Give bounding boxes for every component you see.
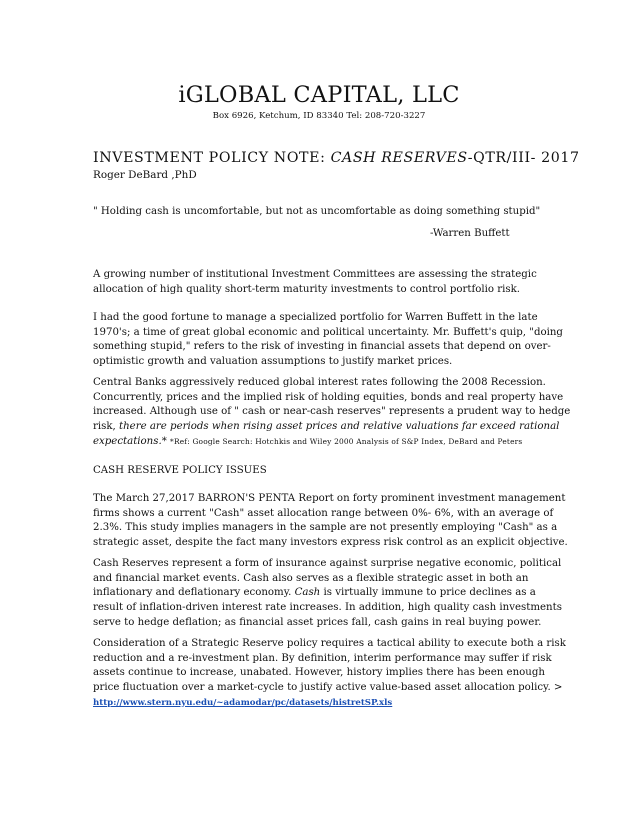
paragraph-line: A growing number of institutional Investment Committees are assessing the strategic: [93, 269, 537, 280]
paragraph-intro: [93, 268, 545, 297]
paragraph-line: assets continue to increase, unabated. However, history implies there has been enough: [93, 667, 545, 679]
paragraph-line: allocation of high quality short-term maturity investments to control portfolio risk.: [93, 283, 521, 295]
paragraph-strategic-reserve: [93, 637, 566, 710]
paragraph-line: Concurrently, prices and the implied risk of holding equities, bonds and real property have: [93, 391, 564, 403]
paragraph-barrons: [93, 492, 568, 551]
paragraph-line: The March 27,2017 BARRON'S PENTA Report on forty prominent investment management: [93, 493, 566, 504]
paragraph-buffett: [93, 311, 563, 370]
paragraph-line: 2.3%. This study implies managers in the sample are not presently employing "Cash" as a: [93, 522, 558, 534]
company-address: Box 6926, Ketchum, ID 83340 Tel: 208-720-3227: [212, 111, 426, 121]
paragraph-line: result of inflation-driven interest rate increases. In addition, high quality cash investments: [93, 602, 562, 614]
paragraph-line: I had the good fortune to manage a specialized portfolio for Warren Buffett in the late: [93, 312, 538, 323]
paragraph-line: price fluctuation over a market-cycle to justify active value-based asset allocation policy. >: [93, 682, 563, 694]
paragraph-line: strategic asset, despite the fact many investors express risk control as an explicit objective.: [93, 537, 568, 549]
section-heading: CASH RESERVE POLICY ISSUES: [93, 465, 267, 476]
paragraph-central-banks: [93, 376, 571, 449]
paragraph-line: something stupid," refers to the risk of investing in financial assets that depend on over-: [93, 341, 551, 353]
paragraph-line: firms shows a current "Cash" asset allocation range between 0%- 6%, with an average of: [93, 507, 554, 519]
source-link[interactable]: http://www.stern.nyu.edu/~adamodar/pc/datasets/histretSP.xls: [93, 697, 393, 708]
line-plain: is virtually immune to price declines as a: [320, 587, 536, 599]
paragraph-line: Consideration of a Strategic Reserve policy requires a tactical ability to execute both a risk: [93, 638, 566, 649]
paragraph-line: [93, 586, 545, 601]
paragraph-line: [93, 420, 560, 435]
line-italic: expectations.*: [93, 435, 171, 447]
paragraph-line: [93, 435, 545, 450]
paragraph-line: 1970's; a time of great global economic and political uncertainty. Mr. Buffett's quip, "doing: [93, 326, 563, 338]
paragraph-cash-reserves: [93, 557, 562, 630]
paragraph-line: optimistic growth and valuation assumptions to justify market prices.: [93, 356, 453, 368]
quote-attribution: -Warren Buffett: [430, 228, 510, 239]
note-title-prefix: INVESTMENT POLICY NOTE:: [93, 150, 331, 166]
paragraph-line: and financial market events. Cash also serves as a flexible strategic asset in both an: [93, 572, 529, 584]
line-plain: risk,: [93, 421, 120, 433]
note-title-suffix: -QTR/III- 2017: [467, 150, 580, 166]
note-title-italic: CASH RESERVES: [330, 150, 468, 166]
paragraph-line: [93, 696, 545, 711]
quote-text: " Holding cash is uncomfortable, but not as uncomfortable as doing something stupid": [93, 206, 541, 217]
line-italic: Cash: [294, 587, 321, 599]
note-title: [93, 150, 580, 166]
paragraph-line: serve to hedge deflation; as financial asset prices fall, cash gains in real buying power.: [93, 616, 542, 628]
line-plain: inflationary and deflationary economy.: [93, 587, 295, 599]
paragraph-line: Central Banks aggressively reduced global interest rates following the 2008 Recession.: [93, 377, 546, 388]
reference-note: *Ref: Google Search: Hotchkis and Wiley 2000 Analysis of S&P Index, DeBard and Peters: [170, 436, 523, 446]
paragraph-line: increased. Although use of " cash or near-cash reserves" represents a prudent way to hedge: [93, 406, 571, 418]
paragraph-line: Cash Reserves represent a form of insurance against surprise negative economic, political: [93, 558, 562, 569]
author-name: Roger DeBard ,PhD: [93, 169, 197, 181]
company-name: iGLOBAL CAPITAL, LLC: [178, 82, 460, 108]
line-italic: there are periods when rising asset prices and relative valuations far exceed rational: [119, 421, 560, 433]
paragraph-line: reduction and a re-investment plan. By definition, interim performance may suffer if risk: [93, 652, 552, 664]
